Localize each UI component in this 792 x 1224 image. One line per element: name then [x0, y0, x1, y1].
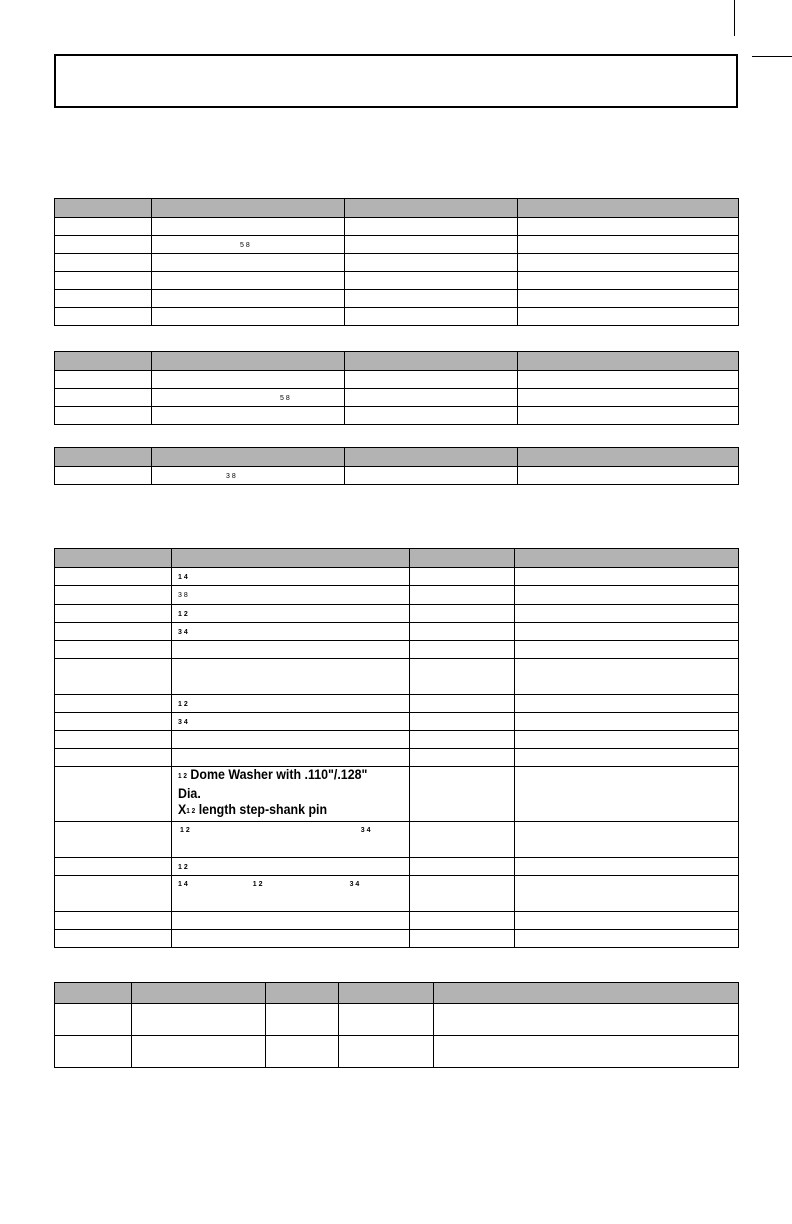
table-row: [55, 876, 739, 912]
table-row: [55, 767, 739, 822]
title-box: [54, 54, 738, 108]
fraction-one-half: 1 2: [180, 827, 190, 834]
fraction-one-half: 1 2: [178, 610, 188, 618]
fraction-one-quarter: 1 4: [178, 881, 188, 888]
fastener-line-1: Dome Washer with .110"/.128" Dia.: [178, 767, 368, 801]
fraction-five-eighths: 5 8: [240, 241, 250, 249]
parts-table-1: [54, 198, 739, 326]
fraction-one-half: 1 2: [252, 881, 263, 888]
table-row: [55, 912, 739, 930]
table-row: [55, 568, 739, 586]
table-row: [55, 1036, 739, 1068]
table-row: [55, 389, 739, 407]
fraction-one-half: 1 2: [178, 773, 187, 780]
parts-table-2: [54, 351, 739, 425]
fraction-three-quarter: 3 4: [178, 718, 188, 726]
table-row: [55, 605, 739, 623]
table-row: [55, 623, 739, 641]
table-header-row: [55, 199, 739, 218]
fraction-three-quarter: 3 4: [360, 827, 371, 834]
parts-table-3: [54, 447, 739, 485]
table-row: [55, 467, 739, 485]
table-row: [55, 659, 739, 695]
fraction-one-half: 1 2: [178, 863, 188, 871]
fastener-line-2-suffix: length step-shank pin: [198, 802, 328, 817]
table-header-row: [55, 448, 739, 467]
fastener-description: [178, 767, 385, 821]
table-row: [55, 695, 739, 713]
fastener-line-2-prefix: X: [178, 802, 187, 817]
table-row: [55, 407, 739, 425]
table-row: [55, 713, 739, 731]
table-row: [55, 308, 739, 326]
table-row: [55, 272, 739, 290]
fraction-one-half: 1 2: [186, 808, 196, 815]
crop-mark-vertical: [734, 0, 735, 36]
table-row: [55, 586, 739, 605]
crop-mark-horizontal: [752, 56, 792, 57]
table-row: [55, 371, 739, 389]
table-row: [55, 731, 739, 749]
table-row: [55, 822, 739, 858]
fraction-three-eighths: 3 8: [226, 472, 236, 480]
table-row: [55, 236, 739, 254]
fraction-one-half: 1 2: [178, 700, 188, 708]
table-row: [55, 749, 739, 767]
fraction-one-quarter: 1 4: [178, 573, 188, 581]
table-row: [55, 290, 739, 308]
table-row: [55, 641, 739, 659]
parts-table-4: [54, 548, 739, 948]
table-row: [55, 218, 739, 236]
fraction-three-quarter: 3 4: [178, 628, 188, 636]
fraction-three-quarter: 3 4: [349, 881, 360, 888]
table-row: [55, 858, 739, 876]
table-row: [55, 1004, 739, 1036]
table-header-row: [55, 983, 739, 1004]
fraction-five-eighths: 5 8: [280, 394, 290, 402]
table-header-row: [55, 352, 739, 371]
table-header-row: [55, 549, 739, 568]
fraction-three-eighths: 3 8: [178, 592, 188, 599]
table-row: [55, 930, 739, 948]
parts-table-5: [54, 982, 739, 1068]
table-row: [55, 254, 739, 272]
